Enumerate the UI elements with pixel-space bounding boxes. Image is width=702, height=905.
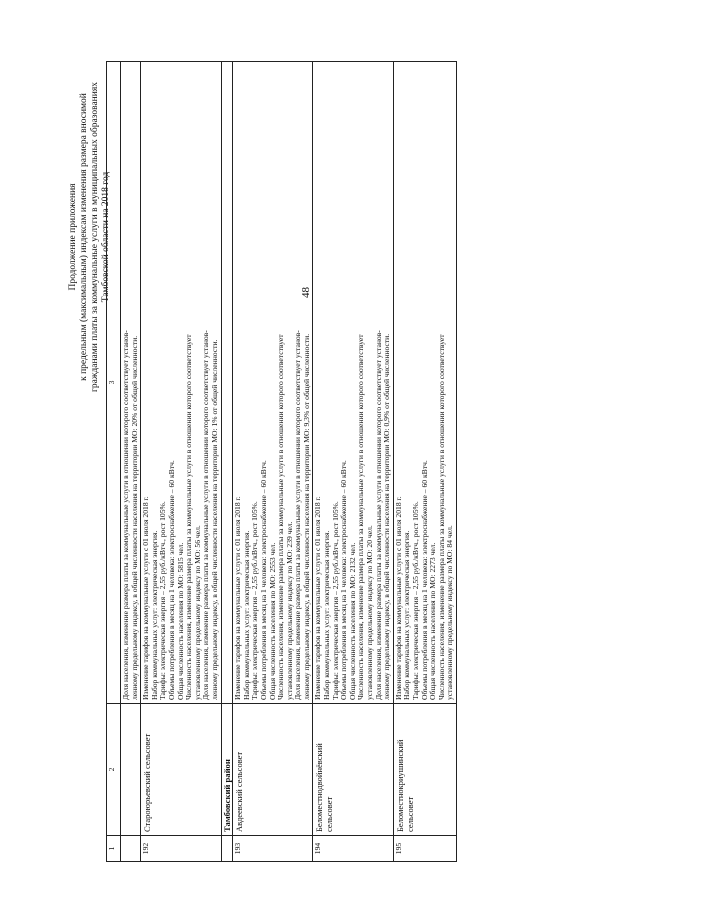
region-row bbox=[221, 62, 233, 862]
text-line: Набор коммунальных услуг: электрическая энергия. bbox=[241, 530, 251, 700]
row-description bbox=[233, 62, 313, 704]
row-description bbox=[141, 62, 221, 704]
text-line: Объемы потребления в месяц на 1 человека: электроснабжение – 60 кВтч. bbox=[166, 460, 176, 700]
text-line: Набор коммунальных услуг: электрическая энергия. bbox=[322, 530, 332, 700]
text-line: Объемы потребления в месяц на 1 человека: электроснабжение – 60 кВтч. bbox=[339, 460, 349, 700]
text-line: Набор коммунальных услуг: электрическая энергия. bbox=[402, 530, 412, 700]
text-line: Тарифы: электрическая энергия – 2,55 руб./кВтч., рост 105%. bbox=[411, 501, 420, 700]
table-row-continuation bbox=[121, 62, 141, 862]
text-line: Объемы потребления в месяц на 1 человека: электроснабжение – 60 кВтч. bbox=[419, 460, 429, 700]
column-header: 2 bbox=[107, 704, 121, 836]
text-line: Изменение тарифов на коммунальные услуги с 01 июля 2018 г. bbox=[393, 496, 403, 700]
text-line: Численность населения, изменение размера платы за коммунальные услуги в отношении которого соответствует bbox=[276, 334, 286, 700]
text-line: Численность населения, изменение размера платы за коммунальные услуги в отношении которого соответствует bbox=[436, 334, 446, 700]
table-header-row bbox=[107, 62, 121, 862]
text-line: Изменение тарифов на коммунальные услуги с 01 июля 2018 г. bbox=[313, 496, 323, 700]
page-number: 48 bbox=[300, 287, 312, 298]
text-line: Тарифы: электрическая энергия – 2,55 руб./кВтч., рост 105%. bbox=[330, 501, 340, 700]
region-title: Тамбовский район bbox=[221, 704, 233, 836]
text-line: Тарифы: электрическая энергия – 2,55 руб./кВтч., рост 105%. bbox=[250, 501, 260, 700]
text-line: Объемы потребления в месяц на 1 человека: электроснабжение – 60 кВтч. bbox=[258, 460, 268, 700]
text-line: Набор коммунальных услуг: электрическая энергия. bbox=[149, 530, 159, 700]
row-number: 195 bbox=[393, 836, 456, 862]
heading-line: Продолжение приложения bbox=[68, 183, 78, 291]
text-line: Общая численность населения по МО: 2553 чел. bbox=[267, 542, 277, 700]
text-line: Общая численность населения по МО: 2132 чел. bbox=[347, 542, 357, 700]
text-line: ленному предельному индексу, в общей численности населения на территории МО: 0,9% от общей численности. bbox=[382, 333, 392, 700]
rotated-sheet bbox=[62, 42, 702, 862]
text-line: Тарифы: электрическая энергия – 2,55 руб./кВтч., рост 105%. bbox=[158, 501, 168, 700]
text-line: Изменение тарифов на коммунальные услуги с 01 июля 2018 г. bbox=[141, 496, 151, 700]
text-line: Численность населения, изменение размера платы за коммунальные услуги в отношении которого соответствует bbox=[184, 334, 194, 700]
text-line: Доля населения, изменение размера платы за коммунальные услуги в отношении которого соответствует установ- bbox=[373, 330, 383, 700]
table-row bbox=[393, 62, 456, 862]
text-line: ленному предельному индексу, в общей численности населения на территории МО: 20% от общей численности. bbox=[129, 335, 139, 700]
table-row bbox=[233, 62, 313, 862]
row-number: 193 bbox=[233, 836, 313, 862]
text-line: установленному предельному индексу по МО: 239 чел. bbox=[284, 521, 294, 700]
heading-line: к предельным (максимальным) индексам изменения размера вносимой bbox=[79, 93, 89, 381]
index-table bbox=[106, 61, 457, 862]
row-number: 192 bbox=[141, 836, 221, 862]
column-header: 1 bbox=[107, 836, 121, 862]
text-line: Изменение тарифов на коммунальные услуги с 01 июля 2018 г. bbox=[233, 496, 243, 700]
row-description bbox=[121, 62, 141, 704]
row-description bbox=[313, 62, 393, 704]
table-row bbox=[313, 62, 393, 862]
heading-line: Тамбовской области на 2018 год bbox=[101, 171, 111, 303]
text-line: Доля населения, изменение размера платы за коммунальные услуги в отношении которого соответствует установ- bbox=[121, 330, 130, 700]
text-line: Доля населения, изменение размера платы за коммунальные услуги в отношении которого соответствует установ- bbox=[293, 330, 303, 700]
heading-line: гражданами платы за коммунальные услуги в муниципальных образованиях bbox=[90, 82, 100, 392]
text-line: Доля населения, изменение размера платы за коммунальные услуги в отношении которого соответствует установ- bbox=[201, 330, 211, 700]
text-line: установленному предельному индексу по МО: 20 чел. bbox=[365, 525, 375, 700]
text-line: ленному предельному индексу, в общей численности населения на территории МО: 9,3% от общей численности. bbox=[301, 333, 311, 700]
municipality-name: Беломестнодвойнёвский сельсовет bbox=[313, 704, 393, 836]
text-line: установленному предельному индексу по МО: 84 чел. bbox=[445, 525, 455, 700]
municipality-name: Авдеевский сельсовет bbox=[233, 704, 313, 836]
municipality-name: Беломестнокриушинский сельсовет bbox=[393, 704, 456, 836]
text-line: Общая численность населения по МО: 5815 чел. bbox=[175, 542, 185, 700]
text-line: Общая численность населения по МО: 2273 чел. bbox=[428, 542, 438, 700]
table-row bbox=[141, 62, 221, 862]
column-header: 3 bbox=[107, 62, 121, 704]
text-line: ленному предельному индексу, в общей численности населения на территории МО: 1% от общей численности. bbox=[209, 339, 219, 700]
text-line: Численность населения, изменение размера платы за коммунальные услуги в отношении которого соответствует bbox=[356, 334, 366, 700]
text-line: установленному предельному индексу по МО: 56 чел. bbox=[192, 525, 202, 700]
municipality-name: Староюрьевский сельсовет bbox=[141, 704, 221, 836]
row-description bbox=[393, 62, 456, 704]
row-number: 194 bbox=[313, 836, 393, 862]
